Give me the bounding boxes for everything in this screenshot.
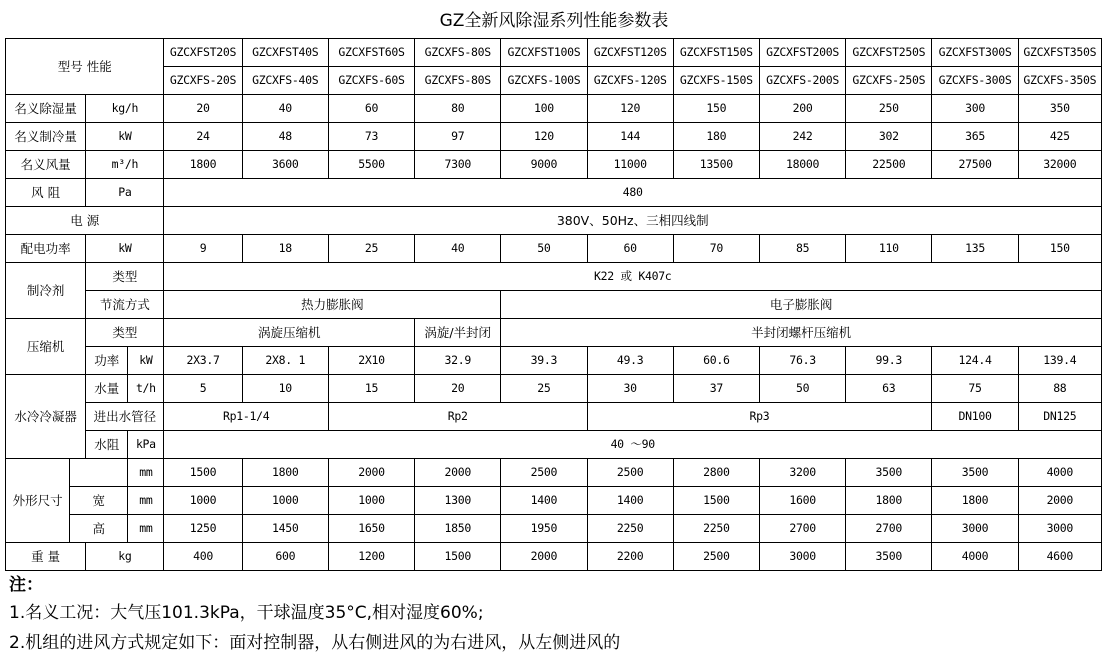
value-cell: 49.3	[587, 347, 673, 375]
value-cell: 425	[1018, 123, 1101, 151]
value-cell: 110	[846, 235, 932, 263]
value-cell: GZCXFS-150S	[673, 67, 759, 95]
value-cell: 60	[587, 235, 673, 263]
power-source-label: 电 源	[6, 207, 164, 235]
value-cell: 350	[1018, 95, 1101, 123]
value-cell: 32.9	[415, 347, 501, 375]
page-title: GZ全新风除湿系列性能参数表	[439, 11, 669, 31]
value-cell: GZCXFS-350S	[1018, 67, 1101, 95]
value-cell: 1800	[164, 151, 242, 179]
value-cell: 4000	[1018, 459, 1101, 487]
spec-table	[5, 38, 1102, 571]
value-cell: 2000	[415, 459, 501, 487]
value-cell: 7300	[415, 151, 501, 179]
value-cell: 4000	[932, 543, 1018, 571]
condenser-group: 水冷冷凝器	[6, 375, 86, 459]
value-cell: 2X3.7	[164, 347, 242, 375]
value-cell: 135	[932, 235, 1018, 263]
airflow-row-label: 名义风量	[6, 151, 86, 179]
resistance-unit: Pa	[86, 179, 164, 207]
value-cell: 32000	[1018, 151, 1101, 179]
value-cell: 80	[415, 95, 501, 123]
table-row	[6, 95, 1102, 123]
value-cell: 2700	[846, 515, 932, 543]
value-cell: 88	[1018, 375, 1101, 403]
value-cell: 22500	[846, 151, 932, 179]
value-cell: 600	[242, 543, 328, 571]
value-cell: 1850	[415, 515, 501, 543]
value-cell: 1800	[932, 487, 1018, 515]
value-cell: GZCXFST200S	[759, 39, 845, 67]
value-cell: 1450	[242, 515, 328, 543]
value-cell: 1500	[415, 543, 501, 571]
header-label: 型号 性能	[6, 39, 164, 95]
value-cell: 1500	[673, 487, 759, 515]
value-cell: 1000	[328, 487, 414, 515]
value-cell: 2000	[328, 459, 414, 487]
value-cell: 4600	[1018, 543, 1101, 571]
value-cell: 2250	[673, 515, 759, 543]
cooling-row-unit: kW	[86, 123, 164, 151]
table-row	[6, 291, 1102, 319]
throttle-label: 节流方式	[86, 291, 164, 319]
notes	[9, 572, 620, 658]
value-cell: GZCXFS-300S	[932, 67, 1018, 95]
value-cell: 3000	[1018, 515, 1101, 543]
condenser-pipe-label: 进出水管径	[86, 403, 164, 431]
value-cell: 97	[415, 123, 501, 151]
table-row	[6, 403, 1102, 431]
pipe-e: DN125	[1018, 403, 1101, 431]
value-cell: GZCXFST300S	[932, 39, 1018, 67]
value-cell: GZCXFST60S	[328, 39, 414, 67]
value-cell: 120	[587, 95, 673, 123]
compressor-type-label: 类型	[86, 319, 164, 347]
value-cell: 3600	[242, 151, 328, 179]
dehum-row-unit: kg/h	[86, 95, 164, 123]
table-row	[6, 459, 1102, 487]
throttle-a: 热力膨胀阀	[164, 291, 501, 319]
value-cell: GZCXFS-250S	[846, 67, 932, 95]
value-cell: GZCXFS-40S	[242, 67, 328, 95]
value-cell: GZCXFS-120S	[587, 67, 673, 95]
value-cell: 40	[242, 95, 328, 123]
value-cell: 50	[759, 375, 845, 403]
table-row	[6, 151, 1102, 179]
table-row	[6, 235, 1102, 263]
value-cell: 2250	[587, 515, 673, 543]
value-cell: 1200	[328, 543, 414, 571]
value-cell: 250	[846, 95, 932, 123]
power-source-value: 380V、50Hz、三相四线制	[164, 207, 1102, 235]
value-cell: 124.4	[932, 347, 1018, 375]
value-cell: 20	[164, 95, 242, 123]
value-cell: GZCXFST40S	[242, 39, 328, 67]
value-cell: GZCXFST350S	[1018, 39, 1101, 67]
value-cell: 2500	[587, 459, 673, 487]
cooling-row-label: 名义制冷量	[6, 123, 86, 151]
value-cell: 39.3	[501, 347, 587, 375]
value-cell: 1650	[328, 515, 414, 543]
value-cell: 18	[242, 235, 328, 263]
table-row	[6, 179, 1102, 207]
value-cell: 2500	[673, 543, 759, 571]
value-cell: 63	[846, 375, 932, 403]
weight-label: 重 量	[6, 543, 86, 571]
pipe-b: Rp2	[328, 403, 587, 431]
value-cell: 1800	[846, 487, 932, 515]
value-cell: 3000	[932, 515, 1018, 543]
value-cell: 25	[328, 235, 414, 263]
throttle-b: 电子膨胀阀	[501, 291, 1102, 319]
condenser-flow-label: 水量	[86, 375, 128, 403]
weight-unit: kg	[86, 543, 164, 571]
value-cell: 73	[328, 123, 414, 151]
refrigerant-group: 制冷剂	[6, 263, 86, 319]
value-cell: 37	[673, 375, 759, 403]
value-cell: 60.6	[673, 347, 759, 375]
refrigerant-type-value: K22 或 K407c	[164, 263, 1102, 291]
table-row	[6, 207, 1102, 235]
condenser-wr-unit: kPa	[128, 431, 164, 459]
value-cell: 2X10	[328, 347, 414, 375]
value-cell: 2000	[1018, 487, 1101, 515]
value-cell: 40	[415, 235, 501, 263]
value-cell: 5500	[328, 151, 414, 179]
condenser-wr-value: 40 ～90	[164, 431, 1102, 459]
value-cell: 3500	[846, 459, 932, 487]
table-row	[6, 375, 1102, 403]
value-cell: 144	[587, 123, 673, 151]
value-cell: 5	[164, 375, 242, 403]
dimensions-group: 外形尺寸	[6, 459, 70, 543]
value-cell: GZCXFST100S	[501, 39, 587, 67]
value-cell: 1300	[415, 487, 501, 515]
value-cell: 1000	[164, 487, 242, 515]
value-cell: 76.3	[759, 347, 845, 375]
value-cell: GZCXFST150S	[673, 39, 759, 67]
dim-unit: mm	[128, 515, 164, 543]
value-cell: 1800	[242, 459, 328, 487]
value-cell: 85	[759, 235, 845, 263]
table-row	[6, 263, 1102, 291]
compressor-type-c: 半封闭螺杆压缩机	[501, 319, 1102, 347]
value-cell: 139.4	[1018, 347, 1101, 375]
value-cell: GZCXFST120S	[587, 39, 673, 67]
value-cell: GZCXFST20S	[164, 39, 242, 67]
dim-unit: mm	[128, 459, 164, 487]
value-cell: 10	[242, 375, 328, 403]
refrigerant-type-label: 类型	[86, 263, 164, 291]
value-cell: GZCXFST250S	[846, 39, 932, 67]
value-cell: 30	[587, 375, 673, 403]
value-cell: 2000	[501, 543, 587, 571]
value-cell: GZCXFS-60S	[328, 67, 414, 95]
value-cell: 20	[415, 375, 501, 403]
value-cell: GZCXFS-80S	[415, 67, 501, 95]
value-cell: 60	[328, 95, 414, 123]
condenser-wr-label: 水阻	[86, 431, 128, 459]
table-row	[6, 347, 1102, 375]
power-label: 配电功率	[6, 235, 86, 263]
value-cell: GZCXFS-80S	[415, 39, 501, 67]
value-cell: 200	[759, 95, 845, 123]
pipe-d: DN100	[932, 403, 1018, 431]
value-cell: 1950	[501, 515, 587, 543]
compressor-group: 压缩机	[6, 319, 86, 375]
notes-heading: 注：	[9, 575, 43, 595]
value-cell: 2800	[673, 459, 759, 487]
value-cell: GZCXFS-200S	[759, 67, 845, 95]
dehum-row-label: 名义除湿量	[6, 95, 86, 123]
compressor-power-unit: kW	[128, 347, 164, 375]
resistance-label: 风 阻	[6, 179, 86, 207]
value-cell: 150	[1018, 235, 1101, 263]
table-row	[6, 487, 1102, 515]
value-cell: 1250	[164, 515, 242, 543]
condenser-flow-unit: t/h	[128, 375, 164, 403]
compressor-type-a: 涡旋压缩机	[164, 319, 415, 347]
table-row	[6, 515, 1102, 543]
value-cell: GZCXFS-20S	[164, 67, 242, 95]
value-cell: 9	[164, 235, 242, 263]
value-cell: 2700	[759, 515, 845, 543]
table-row	[6, 39, 1102, 67]
value-cell: 2200	[587, 543, 673, 571]
table-row	[6, 67, 1102, 95]
value-cell: 99.3	[846, 347, 932, 375]
value-cell: 100	[501, 95, 587, 123]
value-cell: 15	[328, 375, 414, 403]
value-cell: 1500	[164, 459, 242, 487]
value-cell: 18000	[759, 151, 845, 179]
airflow-row-unit: m³/h	[86, 151, 164, 179]
value-cell: 9000	[501, 151, 587, 179]
dim-length-label	[70, 459, 128, 487]
dim-width-label: 宽	[70, 487, 128, 515]
value-cell: 1600	[759, 487, 845, 515]
value-cell: 302	[846, 123, 932, 151]
dim-height-label: 高	[70, 515, 128, 543]
table-row	[6, 123, 1102, 151]
table-row	[6, 431, 1102, 459]
value-cell: 27500	[932, 151, 1018, 179]
value-cell: 300	[932, 95, 1018, 123]
value-cell: 150	[673, 95, 759, 123]
dim-unit: mm	[128, 487, 164, 515]
value-cell: 24	[164, 123, 242, 151]
compressor-power-label: 功率	[86, 347, 128, 375]
value-cell: 180	[673, 123, 759, 151]
value-cell: 120	[501, 123, 587, 151]
value-cell: 50	[501, 235, 587, 263]
compressor-type-b: 涡旋/半封闭	[415, 319, 501, 347]
value-cell: 2X8. 1	[242, 347, 328, 375]
value-cell: 1000	[242, 487, 328, 515]
resistance-value: 480	[164, 179, 1102, 207]
power-unit: kW	[86, 235, 164, 263]
value-cell: 3500	[932, 459, 1018, 487]
value-cell: 48	[242, 123, 328, 151]
pipe-c: Rp3	[587, 403, 932, 431]
value-cell: 70	[673, 235, 759, 263]
table-row	[6, 543, 1102, 571]
value-cell: 3000	[759, 543, 845, 571]
value-cell: 75	[932, 375, 1018, 403]
value-cell: GZCXFS-100S	[501, 67, 587, 95]
table-row	[6, 319, 1102, 347]
value-cell: 3500	[846, 543, 932, 571]
value-cell: 242	[759, 123, 845, 151]
value-cell: 1400	[587, 487, 673, 515]
value-cell: 25	[501, 375, 587, 403]
value-cell: 2500	[501, 459, 587, 487]
note-line-2: 2.机组的进风方式规定如下：面对控制器，从右侧进风的为右进风，从左侧进风的	[9, 633, 621, 653]
value-cell: 1400	[501, 487, 587, 515]
value-cell: 365	[932, 123, 1018, 151]
value-cell: 3200	[759, 459, 845, 487]
value-cell: 400	[164, 543, 242, 571]
value-cell: 11000	[587, 151, 673, 179]
note-line-1: 1.名义工况：大气压101.3kPa，干球温度35°C,相对湿度60%;	[9, 603, 484, 623]
value-cell: 13500	[673, 151, 759, 179]
pipe-a: Rp1-1/4	[164, 403, 328, 431]
